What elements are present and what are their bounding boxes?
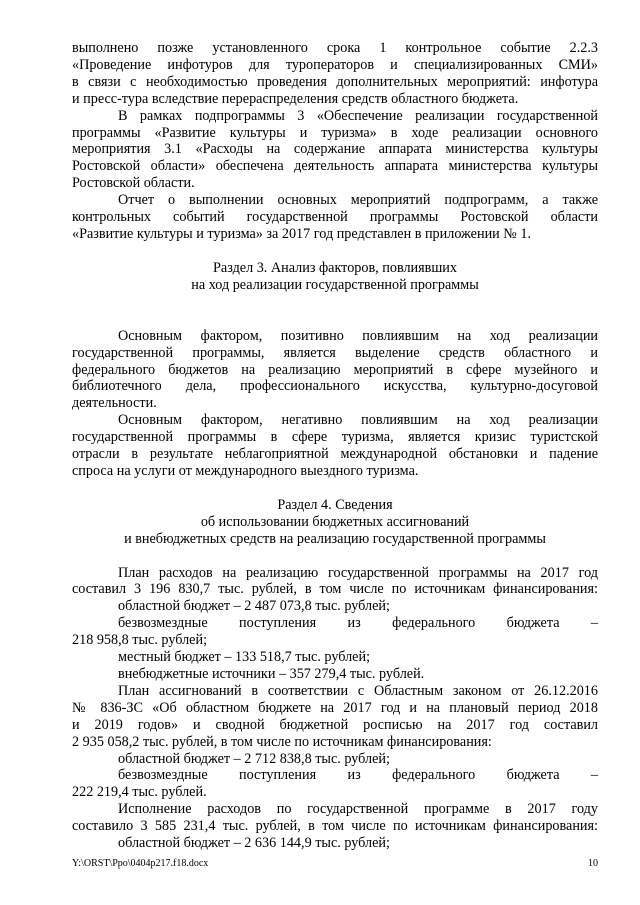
text-line: и пресс-тура вследствие перераспределения средств областного бюджета. bbox=[72, 90, 519, 107]
text-line: В рамках подпрограммы 3 «Обеспечение реализации государственной bbox=[118, 107, 598, 124]
text-line: безвозмездные поступления из федерального бюджета – bbox=[118, 767, 598, 784]
text-line: местный бюджет – 133 518,7 тыс. рублей; bbox=[118, 649, 371, 666]
section-4-heading: Раздел 4. Сведения bbox=[277, 496, 393, 513]
text-line: и 2019 годов» и сводной бюджетной росписью на 2017 год составил bbox=[72, 716, 598, 733]
text-line: областной бюджет – 2 636 144,9 тыс. рублей; bbox=[118, 835, 390, 852]
text-line: программы «Развитие культуры и туризма» в ходе реализации основного bbox=[72, 124, 598, 141]
text-line: Основным фактором, негативно повлиявшим на ход реализации bbox=[118, 412, 598, 429]
text-line: внебюджетные источники – 357 279,4 тыс. рублей. bbox=[118, 666, 425, 682]
text-line: 218 958,8 тыс. рублей; bbox=[72, 632, 208, 649]
text-line: План ассигнований в соответствии с Областным законом от 26.12.2016 bbox=[118, 682, 598, 699]
text-line: мероприятия 3.1 «Расходы на содержание аппарата министерства культуры bbox=[72, 141, 598, 158]
text-line: выполнено позже установленного срока 1 контрольное событие 2.2.3 bbox=[72, 40, 598, 56]
section-4-heading: и внебюджетных средств на реализацию государственной программы bbox=[124, 530, 546, 547]
text-line: № 836-ЗС «Об областном бюджете на 2017 год и на плановый период 2018 bbox=[72, 699, 598, 716]
text-line: Отчет о выполнении основных мероприятий подпрограмм, а также bbox=[118, 192, 598, 209]
text-line: безвозмездные поступления из федерального бюджета – bbox=[118, 615, 598, 632]
text-line: федерального бюджетов на реализацию мероприятий в сфере музейного и bbox=[72, 361, 598, 378]
text-line: «Проведение инфотуров для туроператоров и специализированных СМИ» bbox=[72, 56, 598, 73]
file-path: Y:\ORST\Ppo\0404p217.f18.docx bbox=[72, 858, 209, 869]
text-line: «Развитие культуры и туризма» за 2017 год представлен в приложении № 1. bbox=[72, 225, 532, 242]
text-line: деятельности. bbox=[72, 395, 157, 412]
text-line: контрольных событий государственной программы Ростовской области bbox=[72, 209, 598, 226]
document-body bbox=[72, 40, 598, 852]
text-line: областной бюджет – 2 712 838,8 тыс. рублей; bbox=[118, 750, 390, 767]
text-line: спроса на услуги от международного выездного туризма. bbox=[72, 462, 419, 479]
text-line: составил 3 196 830,7 тыс. рублей, в том числе по источникам финансирования: bbox=[72, 581, 598, 598]
text-line: Ростовской области» обеспечена деятельность аппарата министерства культуры bbox=[72, 158, 598, 175]
section-4-heading: об использовании бюджетных ассигнований bbox=[200, 513, 470, 530]
text-line: государственной программы, является выделение средств областного и bbox=[72, 344, 598, 361]
text-line: государственной программы в сфере туризма, является кризис туристской bbox=[72, 429, 598, 446]
text-line: Исполнение расходов по государственной программе в 2017 году bbox=[118, 801, 598, 818]
text-line: 2 935 058,2 тыс. рублей, в том числе по источникам финансирования: bbox=[72, 733, 492, 750]
text-line: библиотечного дела, профессионального искусства, культурно-досуговой bbox=[72, 378, 598, 395]
section-3-heading: Раздел 3. Анализ факторов, повлиявших bbox=[213, 259, 457, 276]
text-line: 222 219,4 тыс. рублей. bbox=[72, 784, 207, 801]
text-line: в связи с необходимостью проведения дополнительных мероприятий: инфотура bbox=[72, 73, 598, 90]
section-3-heading: на ход реализации государственной программы bbox=[191, 276, 479, 293]
text-line: областной бюджет – 2 487 073,8 тыс. рублей; bbox=[118, 598, 390, 615]
text-line: Ростовской области. bbox=[72, 175, 195, 192]
page-number: 10 bbox=[588, 858, 598, 869]
text-line: составило 3 585 231,4 тыс. рублей, в том числе по источникам финансирования: bbox=[72, 818, 598, 835]
text-line: План расходов на реализацию государственной программы на 2017 год bbox=[118, 564, 598, 581]
text-line: отрасли в результате неблагоприятной международной обстановки и падение bbox=[72, 446, 598, 463]
text-line: Основным фактором, позитивно повлиявшим на ход реализации bbox=[118, 327, 598, 344]
